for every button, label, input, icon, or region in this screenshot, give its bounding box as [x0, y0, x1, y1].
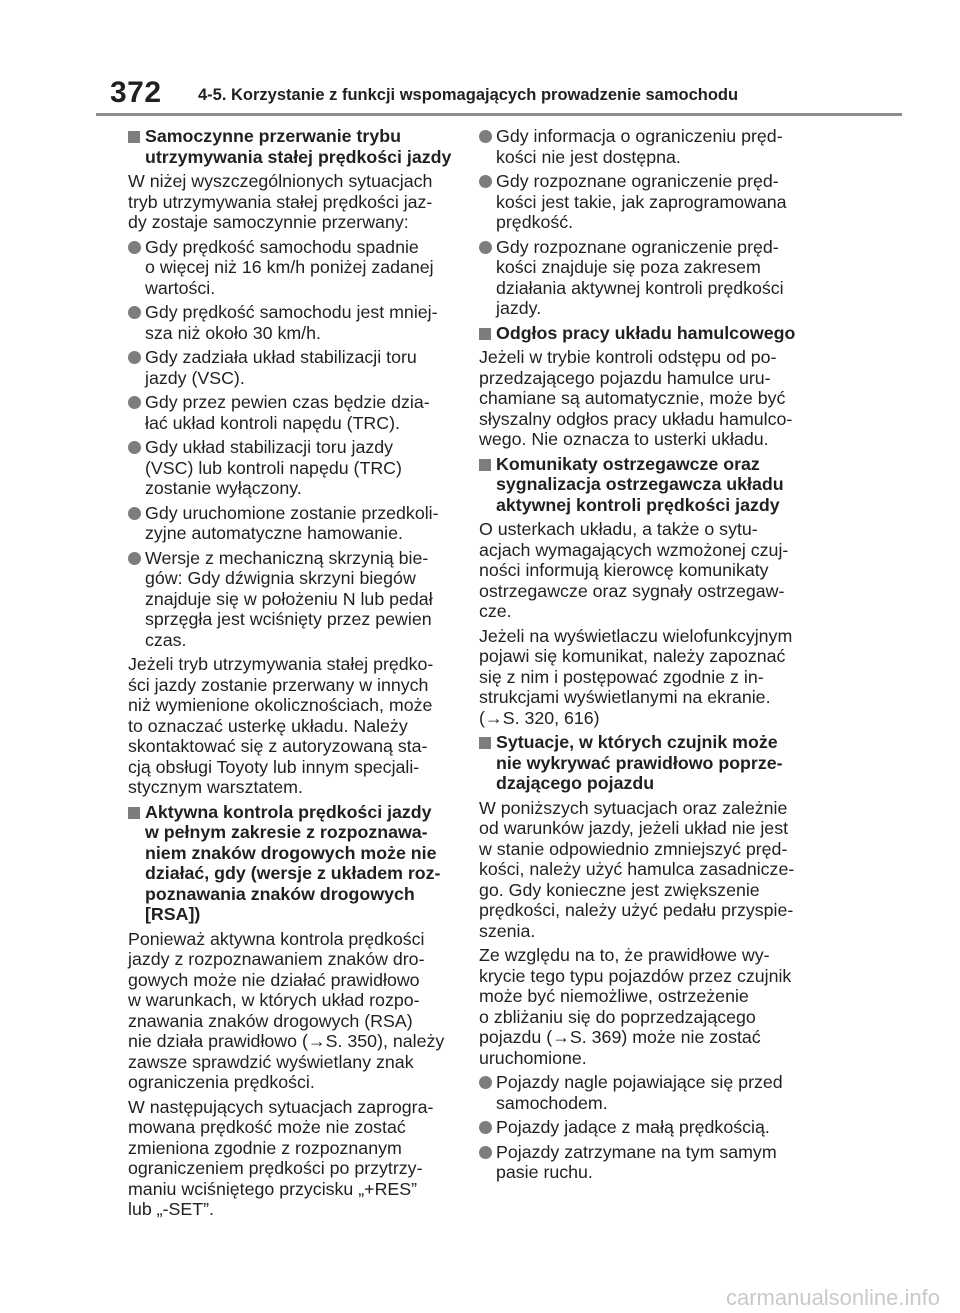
text-line: (→S. 320, 616): [479, 707, 600, 728]
text-line: nie działa prawidłowo (→S. 350), należy: [128, 1031, 445, 1051]
bullet-dot-icon: [479, 130, 492, 143]
text-line: ści jazdy zostanie przerwany w innych: [128, 674, 429, 695]
bullet-dot-icon: [128, 396, 141, 409]
section-heading: [479, 732, 809, 794]
text-line: o więcej niż 16 km/h poniżej zadanej: [145, 257, 434, 277]
text-line: Pojazdy zatrzymane na tym samym: [496, 1141, 777, 1162]
text-line: Wersje z mechaniczną skrzynią bie-: [145, 547, 429, 568]
text-line: uruchomione.: [479, 1047, 587, 1068]
text-line: szenia.: [479, 920, 536, 941]
text-line: ności informują kierowcę komunikaty: [479, 560, 769, 580]
text-line: strukcjami wyświetlanymi na ekranie.: [479, 687, 771, 707]
text-line: Komunikaty ostrzegawcze oraz: [496, 453, 760, 474]
text-line: Gdy uruchomione zostanie przedkoli-: [145, 502, 439, 523]
text-line: Gdy zadziała układ stabilizacji toru: [145, 347, 417, 367]
paragraph: [128, 654, 450, 798]
text-line: samochodem.: [496, 1092, 608, 1113]
text-line: prędkość.: [496, 212, 574, 232]
text-line: się z nim i postępować zgodnie z in-: [479, 666, 764, 687]
bullet-dot-icon: [128, 552, 141, 565]
text-line: pasie ruchu.: [496, 1162, 593, 1182]
text-line: wartości.: [145, 277, 216, 298]
text-line: czas.: [145, 629, 187, 650]
text-line: Gdy układ stabilizacji toru jazdy: [145, 437, 394, 457]
text-line: może być niemożliwe, ostrzeżenie: [479, 986, 749, 1006]
text-line: pojazdu (→S. 369) może nie zostać: [479, 1027, 761, 1047]
text-line: niem znaków drogowych może nie: [145, 842, 437, 863]
text-line: przedzającego pojazdu hamulce uru-: [479, 367, 771, 388]
text-line: aktywnej kontroli prędkości jazdy: [496, 494, 780, 515]
text-line: niż wymienione okolicznościach, może: [128, 695, 433, 715]
text-line: pojawi się komunikat, należy zapoznać: [479, 646, 786, 666]
text-line: Ponieważ aktywna kontrola prędkości: [128, 928, 425, 949]
paragraph: [479, 347, 809, 450]
bullet-item: [479, 171, 809, 233]
text-line: stycznym warsztatem.: [128, 777, 303, 797]
bullet-item: [128, 347, 450, 388]
text-line: O usterkach układu, a także o sytu-: [479, 519, 758, 539]
bullet-item: [128, 392, 450, 433]
text-line: prędkości, należy użyć pedału przyspie-: [479, 900, 794, 920]
text-line: to oznaczać usterkę układu. Należy: [128, 715, 408, 736]
bullet-dot-icon: [128, 241, 141, 254]
text-line: działać, gdy (wersje z układem roz-: [145, 863, 441, 883]
text-line: Gdy prędkość samochodu jest mniej-: [145, 302, 438, 322]
text-line: [RSA]): [145, 904, 201, 924]
text-line: Samoczynne przerwanie trybu: [145, 126, 401, 146]
right-column: [479, 126, 809, 1187]
text-line: go. Gdy konieczne jest zwiększenie: [479, 879, 760, 900]
page-header: [96, 72, 902, 116]
bullet-dot-icon: [479, 1076, 492, 1089]
text-line: znajduje się w położeniu N lub pedał: [145, 588, 433, 609]
text-line: kości nie jest dostępna.: [496, 146, 681, 167]
text-line: gowych może nie działać prawidłowo: [128, 969, 420, 990]
text-line: Sytuacje, w których czujnik może: [496, 732, 778, 752]
bullet-dot-icon: [479, 175, 492, 188]
text-line: Jeżeli na wyświetlaczu wielofunkcyjnym: [479, 625, 793, 646]
bullet-dot-icon: [128, 306, 141, 319]
text-line: zmieniona zgodnie z rozpoznanym: [128, 1137, 402, 1158]
section-heading: [479, 323, 809, 344]
text-line: ograniczeniem prędkości po przytrzy-: [128, 1158, 423, 1178]
square-marker-icon: [479, 459, 491, 471]
text-line: Gdy prędkość samochodu spadnie: [145, 236, 419, 257]
text-line: od warunków jazdy, jeżeli układ nie jest: [479, 818, 789, 838]
text-line: Gdy rozpoznane ograniczenie pręd-: [496, 236, 779, 257]
text-line: kości jest takie, jak zaprogramowana: [496, 191, 787, 212]
text-line: zyjne automatyczne hamowanie.: [145, 523, 403, 543]
bullet-item: [128, 237, 450, 299]
text-line: kości, należy użyć hamulca zasadnicze-: [479, 859, 795, 879]
text-line: słyszalny odgłos pracy układu hamulco-: [479, 408, 793, 429]
text-line: W poniższych sytuacjach oraz zależnie: [479, 797, 788, 818]
text-line: sprzęgła jest wciśnięty przez pewien: [145, 609, 432, 629]
text-line: Pojazdy nagle pojawiające się przed: [496, 1072, 783, 1092]
text-line: jazdy.: [496, 298, 542, 318]
text-line: w pełnym zakresie z rozpoznawa-: [145, 822, 428, 842]
bullet-dot-icon: [479, 241, 492, 254]
left-column: [128, 126, 450, 1224]
text-line: gów: Gdy dźwignia skrzyni biegów: [145, 568, 416, 588]
text-line: znawania znaków drogowych (RSA): [128, 1010, 413, 1031]
text-line: jazdy (VSC).: [145, 367, 245, 388]
paragraph: [128, 1097, 450, 1220]
text-line: ostrzegawcze oraz sygnały ostrzegaw-: [479, 580, 785, 601]
text-line: o zbliżaniu się do poprzedzającego: [479, 1006, 756, 1027]
square-marker-icon: [479, 328, 491, 340]
bullet-item: [479, 1142, 809, 1183]
text-line: dzającego pojazdu: [496, 773, 655, 793]
text-line: w stanie odpowiednio zmniejszyć pręd-: [479, 838, 788, 859]
text-line: W niżej wyszczególnionych sytuacjach: [128, 171, 433, 191]
paragraph: [479, 798, 809, 942]
bullet-dot-icon: [128, 351, 141, 364]
bullet-dot-icon: [479, 1146, 492, 1159]
text-line: nie wykrywać prawidłowo poprze-: [496, 752, 783, 773]
text-line: utrzymywania stałej prędkości jazdy: [145, 146, 452, 167]
bullet-dot-icon: [128, 507, 141, 520]
bullet-item: [128, 503, 450, 544]
bullet-item: [479, 126, 809, 167]
text-line: Ze względu na to, że prawidłowe wy-: [479, 945, 770, 965]
paragraph: [128, 929, 450, 1093]
text-line: cją obsługi Toyoty lub innym specjali-: [128, 756, 420, 777]
text-line: Jeżeli w trybie kontroli odstępu od po-: [479, 347, 777, 367]
page-number: 372: [110, 76, 162, 109]
bullet-item: [128, 437, 450, 499]
text-line: Odgłos pracy układu hamulcowego: [496, 322, 796, 343]
text-line: jazdy z rozpoznawaniem znaków dro-: [128, 949, 425, 969]
text-line: Pojazdy jadące z małą prędkością.: [496, 1117, 770, 1137]
bullet-item: [479, 1072, 809, 1113]
text-line: kości znajduje się poza zakresem: [496, 257, 761, 277]
text-line: zawsze sprawdzić wyświetlany znak: [128, 1051, 414, 1072]
text-line: tryb utrzymywania stałej prędkości jaz-: [128, 191, 433, 212]
watermark: carmanualsonline.info: [725, 1285, 940, 1310]
text-line: cze.: [479, 601, 512, 621]
section-heading: [479, 454, 809, 516]
text-line: poznawania znaków drogowych: [145, 883, 415, 904]
text-line: Gdy informacja o ograniczeniu pręd-: [496, 126, 783, 146]
text-line: wego. Nie oznacza to usterki układu.: [479, 429, 769, 449]
text-line: działania aktywnej kontroli prędkości: [496, 277, 784, 298]
text-line: mowana prędkość może nie zostać: [128, 1117, 406, 1137]
paragraph: [479, 519, 809, 622]
bullet-item: [128, 302, 450, 343]
text-line: sygnalizacja ostrzegawcza układu: [496, 474, 784, 494]
text-line: łać układ kontroli napędu (TRC).: [145, 412, 400, 433]
bullet-dot-icon: [128, 441, 141, 454]
text-line: w warunkach, w których układ rozpo-: [128, 990, 420, 1010]
text-line: dy zostaje samoczynnie przerwany:: [128, 212, 409, 232]
bullet-dot-icon: [479, 1121, 492, 1134]
text-line: sza niż około 30 km/h.: [145, 322, 321, 343]
text-line: lub „-SET”.: [128, 1199, 214, 1219]
text-line: skontaktować się z autoryzowaną sta-: [128, 736, 428, 756]
text-line: Aktywna kontrola prędkości jazdy: [145, 801, 432, 822]
paragraph: [479, 626, 809, 729]
section-heading: [128, 126, 450, 167]
section-heading: [128, 802, 450, 925]
bullet-item: [128, 548, 450, 651]
text-line: ograniczenia prędkości.: [128, 1072, 315, 1092]
paragraph: [479, 945, 809, 1068]
text-line: chamiane są automatycznie, może być: [479, 388, 786, 408]
text-line: zostanie wyłączony.: [145, 478, 302, 498]
chapter-title: 4-5. Korzystanie z funkcji wspomagających prowadzenie samochodu: [198, 86, 739, 104]
text-line: (VSC) lub kontroli napędu (TRC): [145, 457, 402, 478]
square-marker-icon: [479, 737, 491, 749]
text-line: maniu wciśniętego przycisku „+RES”: [128, 1178, 418, 1199]
paragraph: [128, 171, 450, 233]
text-line: Jeżeli tryb utrzymywania stałej prędko-: [128, 654, 434, 674]
text-line: Gdy rozpoznane ograniczenie pręd-: [496, 171, 779, 191]
bullet-item: [479, 237, 809, 319]
square-marker-icon: [128, 807, 140, 819]
square-marker-icon: [128, 131, 140, 143]
text-line: Gdy przez pewien czas będzie dzia-: [145, 392, 430, 412]
text-line: W następujących sytuacjach zaprogra-: [128, 1096, 434, 1117]
bullet-item: [479, 1117, 809, 1138]
header-rule: [96, 113, 902, 116]
text-line: krycie tego typu pojazdów przez czujnik: [479, 965, 792, 986]
text-line: acjach wymagających wzmożonej czuj-: [479, 539, 789, 560]
